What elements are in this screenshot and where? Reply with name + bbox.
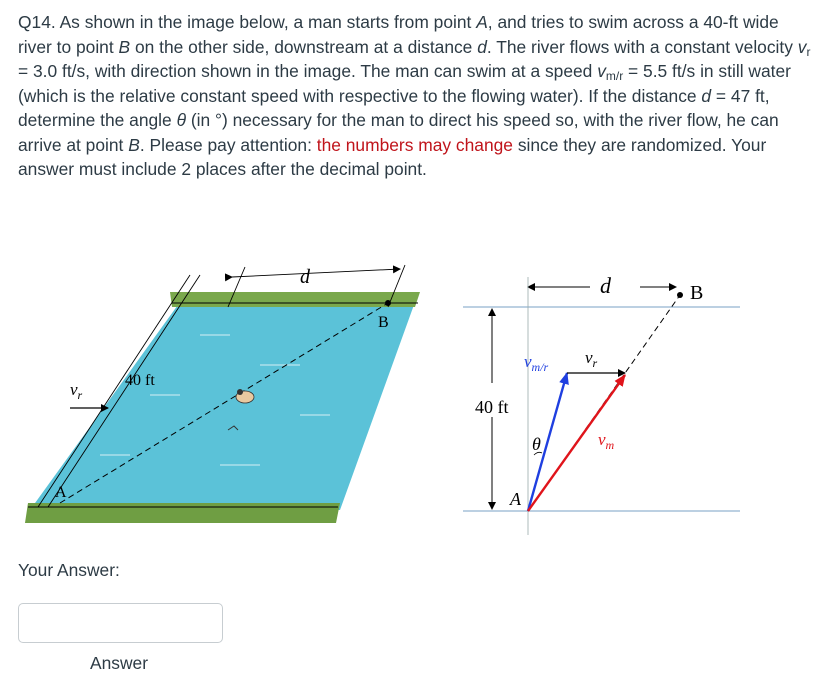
right-B-label: B [690,282,704,304]
svg-text:vm: $v_m$ [598,430,615,452]
left-B-label: B [378,314,389,331]
far-bank [170,292,420,307]
right-theta-label: θ [532,434,541,454]
right-width-label: 40 ft [475,397,509,417]
answer-label: Your Answer: [18,560,120,580]
river-illustration [25,265,420,523]
svg-text:vm/r: $v_{m/r}$ [524,352,549,374]
answer-input[interactable] [18,603,223,643]
river-water [30,302,415,510]
answer-caption: Answer [90,653,148,673]
question-text: Q14. As shown in the image below, a man starts from point A, and tries to swim across a 40-ft wide river to point B on the other side, downstream at a distance d. The river flows with a constant velocity $v_r = 3.0$ ft/s, with direction shown in the image. The man can swim at a speed $v_{m/r} = 5.5$ ft/s in still water (which is the relative constant speed with respective to the flowing water). If the distance d = 47 ft, determine the angle θ (in °) necessary for the man to direct his speed so, with the river flow, he can arrive at point B. Please pay attention: the numbers may change since they are randomized. Your answer must include 2 places after the decimal point. [18,12,811,179]
right-vmr-label: v [524,352,532,371]
randomized-warning: the numbers may change [316,134,513,155]
svg-text:vr: $v_r$ [585,348,598,370]
left-d-dimension [232,269,400,277]
right-vr-label: v [585,348,593,367]
near-bank [25,503,340,523]
right-A-label: A [510,489,521,509]
svg-text:vr: $v_r$ [70,380,83,402]
left-vr-label: v [70,380,78,399]
river-figure [0,255,830,545]
vector-diagram [463,273,740,535]
right-vm-label: v [598,430,606,449]
left-d-label: d [300,266,310,288]
right-d-label: d [600,273,611,298]
left-width-label: 40 ft [125,372,155,389]
left-A-label: A [55,484,67,501]
